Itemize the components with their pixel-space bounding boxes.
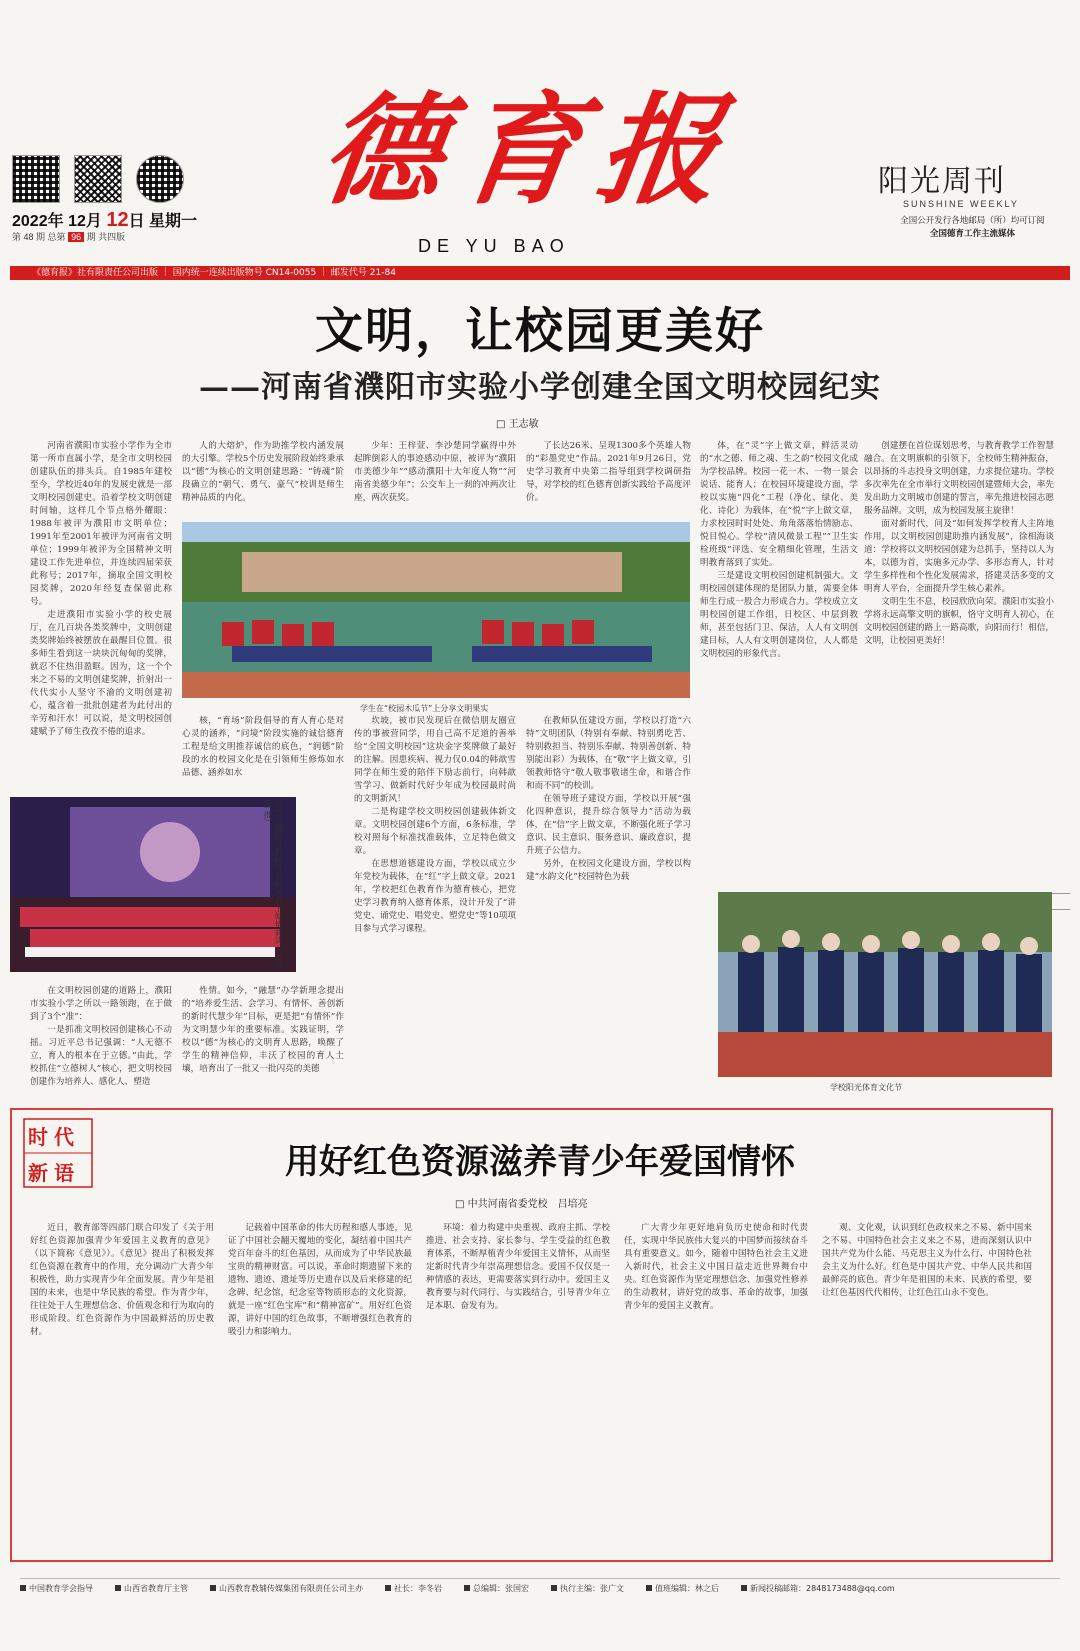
weekly-note: 全国公开发行各地邮局（所）均可订阅 全国德育工作主流媒体 [900, 216, 1045, 239]
footer-item: 山西省教育厅主管 [115, 1583, 188, 1594]
commentary-column-1: 近日，教育部等四部门联合印发了《关于用好红色资源加强青少年爱国主义教育的意见》（以下简称《意见》）。《意见》提出了积极发挥红色资源在教育中的作用，充分调动广大青少年积极性，助力实现青少年全面发展。青少年是祖国的未来，也是中华民族的希望。作为青少年，往往处于人生理想信念、价值观念和行为取向的形成阶段。红色资源作为中国最鲜活的历史教材。 [30, 1223, 214, 1337]
commentary-headline: 用好红色资源滋养青少年爱国情怀 [285, 1142, 795, 1182]
article-column-1-bottom: 在文明校园创建的道路上，濮阳市实验小学之所以一路领跑，在于做到了3个“准”： 一是抓准文明校园创建核心不动摇。习近平总书记强调：“人无德不立，育人的根本在于立德。”由此，学校抓住“立德树人”核心，把文明校园创建作为培养人、感化人、塑造 [30, 986, 172, 1087]
photo-caption-3: 学校阳光体育文化节 [830, 1083, 902, 1092]
logo-pinyin: DE YU BAO [418, 236, 570, 256]
commentary-byline: □ 中共河南省委党校 吕培亮 [455, 1199, 588, 1210]
article-column-2-top: 人的大熔炉，作为助推学校内涵发展的大引擎。学校5个历史发展阶段始终秉承以“德”为核心的文明创建思路：“铸魂”阶段确立的“朝气、勇气、豪气”校训是师生精神品质的内化。 [182, 441, 344, 503]
commentary-column-2: 记载着中国革命的伟大历程和感人事迹，见证了中国社会翻天覆地的变化，凝结着中国共产党百年奋斗的红色基因，从而成为了中华民族最宝贵的精神财富。可以说，革命时期遗留下来的遗物、遗迹、遗址等历史遗存以及后来修建的纪念碑、纪念馆，纪念室等物质形态的文化资源，就是一座“红色宝库”和“精神富矿”。用好红色资源，讲好中国的红色故事，不断增强红色教育的吸引力和影响力。 [228, 1223, 412, 1337]
footer-item: 社长：李冬岩 [385, 1583, 442, 1594]
article-column-3-mid: 坎坡，被市民发现后在微信朋友圈宣传的事被营同学，用自己高不足道的善举给“全国文明校园”这块金字奖牌做了最好的注解。因患疾病、视力仅0.04的韩歆雪同学在师生爱的陪伴下励志前行，向韩歆雪学习、做新时代好少年成为校园最时尚的文明新风！ 二是构建学校文明校园创建载体新文章。文明校园创建6个方面，6条标准，学校对照每个标准找准载体，立足特色做文章。 在思想道德建设方面，学校以成立少年党校为载体，在“红”字上做文章。2021年，学校把红色教育作为德育核心，把党史学习教育纳入德育体系，设计开发了“讲党史、诵党史、唱党史、塑党史”等10项项目参与式学习课程。 [354, 716, 516, 934]
weekly-title: 阳光周刊 [878, 164, 1006, 199]
commentary-corner-mark: 时代 新语 [22, 1117, 94, 1189]
footer-item: 中国教育学会指导 [20, 1583, 93, 1594]
qr-code-2 [74, 155, 122, 203]
commentary-column-3: 环境：着力构建中央重视、政府主抓、学校推进、社会支持、家长参与、学生受益的红色教育体系，不断厚植青少年爱国主义情怀，从而坚定新时代青少年崇高理想信念。爱国不仅仅是一种情感的表达，更需要落实到行动中。爱国主义教育要与时代同行、与实践结合，引导青少年立足本职、奋发有为。 [426, 1223, 610, 1311]
photo-caption-2: 学生在濮阳市教师节表彰大会上倾情诵读（张志磊 摄） [263, 800, 283, 968]
article-column-5: 体，在“灵”字上做文章，鲜活灵动的“水之德、师之魂、生之韵”校园文化成为学校品牌。校园一花一木、一物一景会说话、能育人；在校园环境建设方面，学校以实施“四化”工程（净化、绿化、美化、诗化）为载体，在“悦”字上做文章，力求校园时时处处、角角落落怡情励志、悦目悦心。学校“清风微景工程”“卫生实检班级”评选、安全精细化管理，生活文明教育落到了实处。 三是建设文明校园创建机制强大。文明校园创建体现的是团队力量，需要全体师生行成一股合力形成合力。学校成立文明校园创建工作组，日校区、中层到教师，甚至包括门卫、保洁，人人有文明创建目标，人人有文明创建岗位，人人都是文明校园的形象代言。 [700, 441, 858, 659]
article-column-2-mid: 核，“育场”阶段倡导的育人育心是对心灵的涵养，“问境”阶段实施的诚信德育工程是给文明推荐诚信的底色，“润德”阶段的水的校园文化是在引领师生修炼如水品德、涵养如水 [182, 716, 344, 778]
footer-item: 总编辑：张国宏 [464, 1583, 529, 1594]
article-column-3-top: 少年：王梓萱、李沙楚同学赢得中外起眸倒彩人的事迹感动中原，被评为“濮阳市美德少年”“感动濮阳十大年度人物”“河南省美德少年”；公交车上一刹的冲两次让座，两次获奖。 [354, 441, 516, 503]
article-column-4-top: 了长达26米、呈现1300多个英雄人物的“彩墨党史”作品。2021年9月26日，党史学习教育中央第二指导组到学校调研指导，对学校的红色德育创新实践给予高度评价。 [526, 441, 691, 503]
footer-item: 执行主编：张广文 [551, 1583, 624, 1594]
footer-item: 新闻投稿邮箱：2848173488@qq.com [741, 1583, 895, 1594]
weekly-subtitle: SUNSHINE WEEKLY [903, 199, 1019, 209]
qr-code-3 [136, 155, 184, 203]
article-column-1: 河南省濮阳市实验小学作为全市第一所市直属小学，是全市文明校园创建队伍的排头兵。自1985年建校至今，学校近40年的发展史就是一部文明校园创建史。沿着学校文明创建时间轴，这样几个节点格外耀眼：1988年被评为濮阳市文明单位；1991年至2001年被评为河南省文明单位；1999年被评为全国精神文明建设工作先进单位，并连续四届荣获此称号；2017年，摘取全国文明校园奖牌，2020年经复查保留此称号。 走进濮阳市实验小学的校史展厅，在几百块各类奖牌中，文明创建类奖牌始终被摆放在最醒目位置。很多师生看到这一块块沉甸甸的奖牌，就忍不住热泪盈眶。因为，这一个个来之不易的文明创建奖牌，折射出一代代实小人坚守不渝的文明创建初心，蕴含着一批批创建者为此付出的辛劳和汗水！可以说，是文明校园创建赋予了师生孜孜不倦的追求。 [30, 441, 172, 737]
main-subheadline: ——河南省濮阳市实验小学创建全国文明校园纪实 [199, 370, 881, 405]
publication-info-bar: 《德育报》社有限责任公司出版 ｜ 国内统一连续出版物号 CN14-0055 ｜ 邮发代号 21-84 [10, 266, 1070, 280]
qr-code-1 [12, 155, 60, 203]
article-column-4-mid: 在教师队伍建设方面，学校以打造“六特”文明团队（特别有奉献、特别勇吃苦、特别救担当、特别乐奉献、特别善创新、特别能出彩）为载体，在“敬”字上做文章，引领教师恪守“敬人敬事敬诸生命，和谐合作和而不同”的校训。 在领导班子建设方面，学校以开展“强化四种意识，提升综合领导力”活动为载体，在“信”字上做文章，不断强化班子学习意识、民主意识、服务意识、廉政意识，提升班子公信力。 另外，在校园文化建设方面，学校以构建“水韵文化”校园特色为载 [526, 716, 691, 882]
page-footer [20, 1578, 1060, 1594]
photo-sports-festival [718, 892, 1052, 1077]
newspaper-logo: 德育报 [313, 80, 747, 221]
footer-item: 山西教育教辅传媒集团有限责任公司主办 [210, 1583, 363, 1594]
commentary-column-5: 观、文化观，认识到红色政权来之不易、新中国来之不易、中国特色社会主义来之不易，进而深刻认识中国共产党为什么能、马克思主义为什么行、中国特色社会主义为什么好。红色是中国共产党、中华人民共和国最鲜亮的底色。青少年是祖国的未来、民族的希望，要让红色基因代代相传，让红色江山永不变色。 [822, 1223, 1032, 1298]
commentary-column-4: 广大青少年更好地肩负历史使命和时代责任，实现中华民族伟大复兴的中国梦而接续奋斗具有重要意义。如今，随着中国特色社会主义进入新时代，社会主义中国日益走近世界舞台中央。红色资源作为坚定理想信念、加强党性修养的生动教材，讲好党的故事、革命的故事，加强青少年的爱国主义教育。 [624, 1223, 808, 1311]
footer-item: 值班编辑：林之后 [646, 1583, 719, 1594]
article-column-2-bottom: 性情。如今，“融慧”办学新理念提出的“培养爱生活、会学习、有情怀、善创新的新时代慧少年”目标，更是把“有情怀”作为文明慧少年的重要标准。实践证明，学校以“德”为核心的文明育人思路，唤醒了学生的精神信仰，丰沃了校园的育人土壤，培育出了一批又一批闪亮的美德 [182, 986, 344, 1074]
photo-caption-1: 学生在“校园木瓜节”上分享文明果实 [360, 704, 489, 713]
issue-date: 2022年 12月 12日 星期一 [12, 209, 198, 231]
main-headline: 文明，让校园更美好 [314, 303, 765, 359]
article-column-6: 创建摆在首位谋划思考，与教育教学工作智慧融合。在文明旗帜的引领下，全校师生精神振奋，以昂扬的斗志投身文明创建，力求提位建功。学校多次率先在全市举行文明校园创建暨师大会，率先发出助力文明城市创建的誓言，率先推进校园志愿服务品牌。文明，成为校园发展主旋律！ 面对新时代，问及“如何发挥学校育人主阵地作用，以文明校园创建助推内涵发展”，徐相海谈道：学校将以文明校园创建为总抓手，坚持以人为本，以德为首，实施多元办学、多形态育人，针对学生多样性和个性化发展需求，搭建灵活多变的文明育人平台，全面提升学生核心素养。 文明生生不息，校园欣欣向荣。濮阳市实验小学将永远高擎文明的旗帜，恪守文明育人初心，在文明校园创建的路上一路高歌，向阳而行！相信，文明，让校园更美好！ [864, 441, 1054, 646]
photo-fruit-festival [182, 522, 690, 698]
issue-number: 第 48 期 总第 96 期 共四版 [12, 232, 126, 242]
byline: □ 王志敏 [496, 419, 539, 430]
